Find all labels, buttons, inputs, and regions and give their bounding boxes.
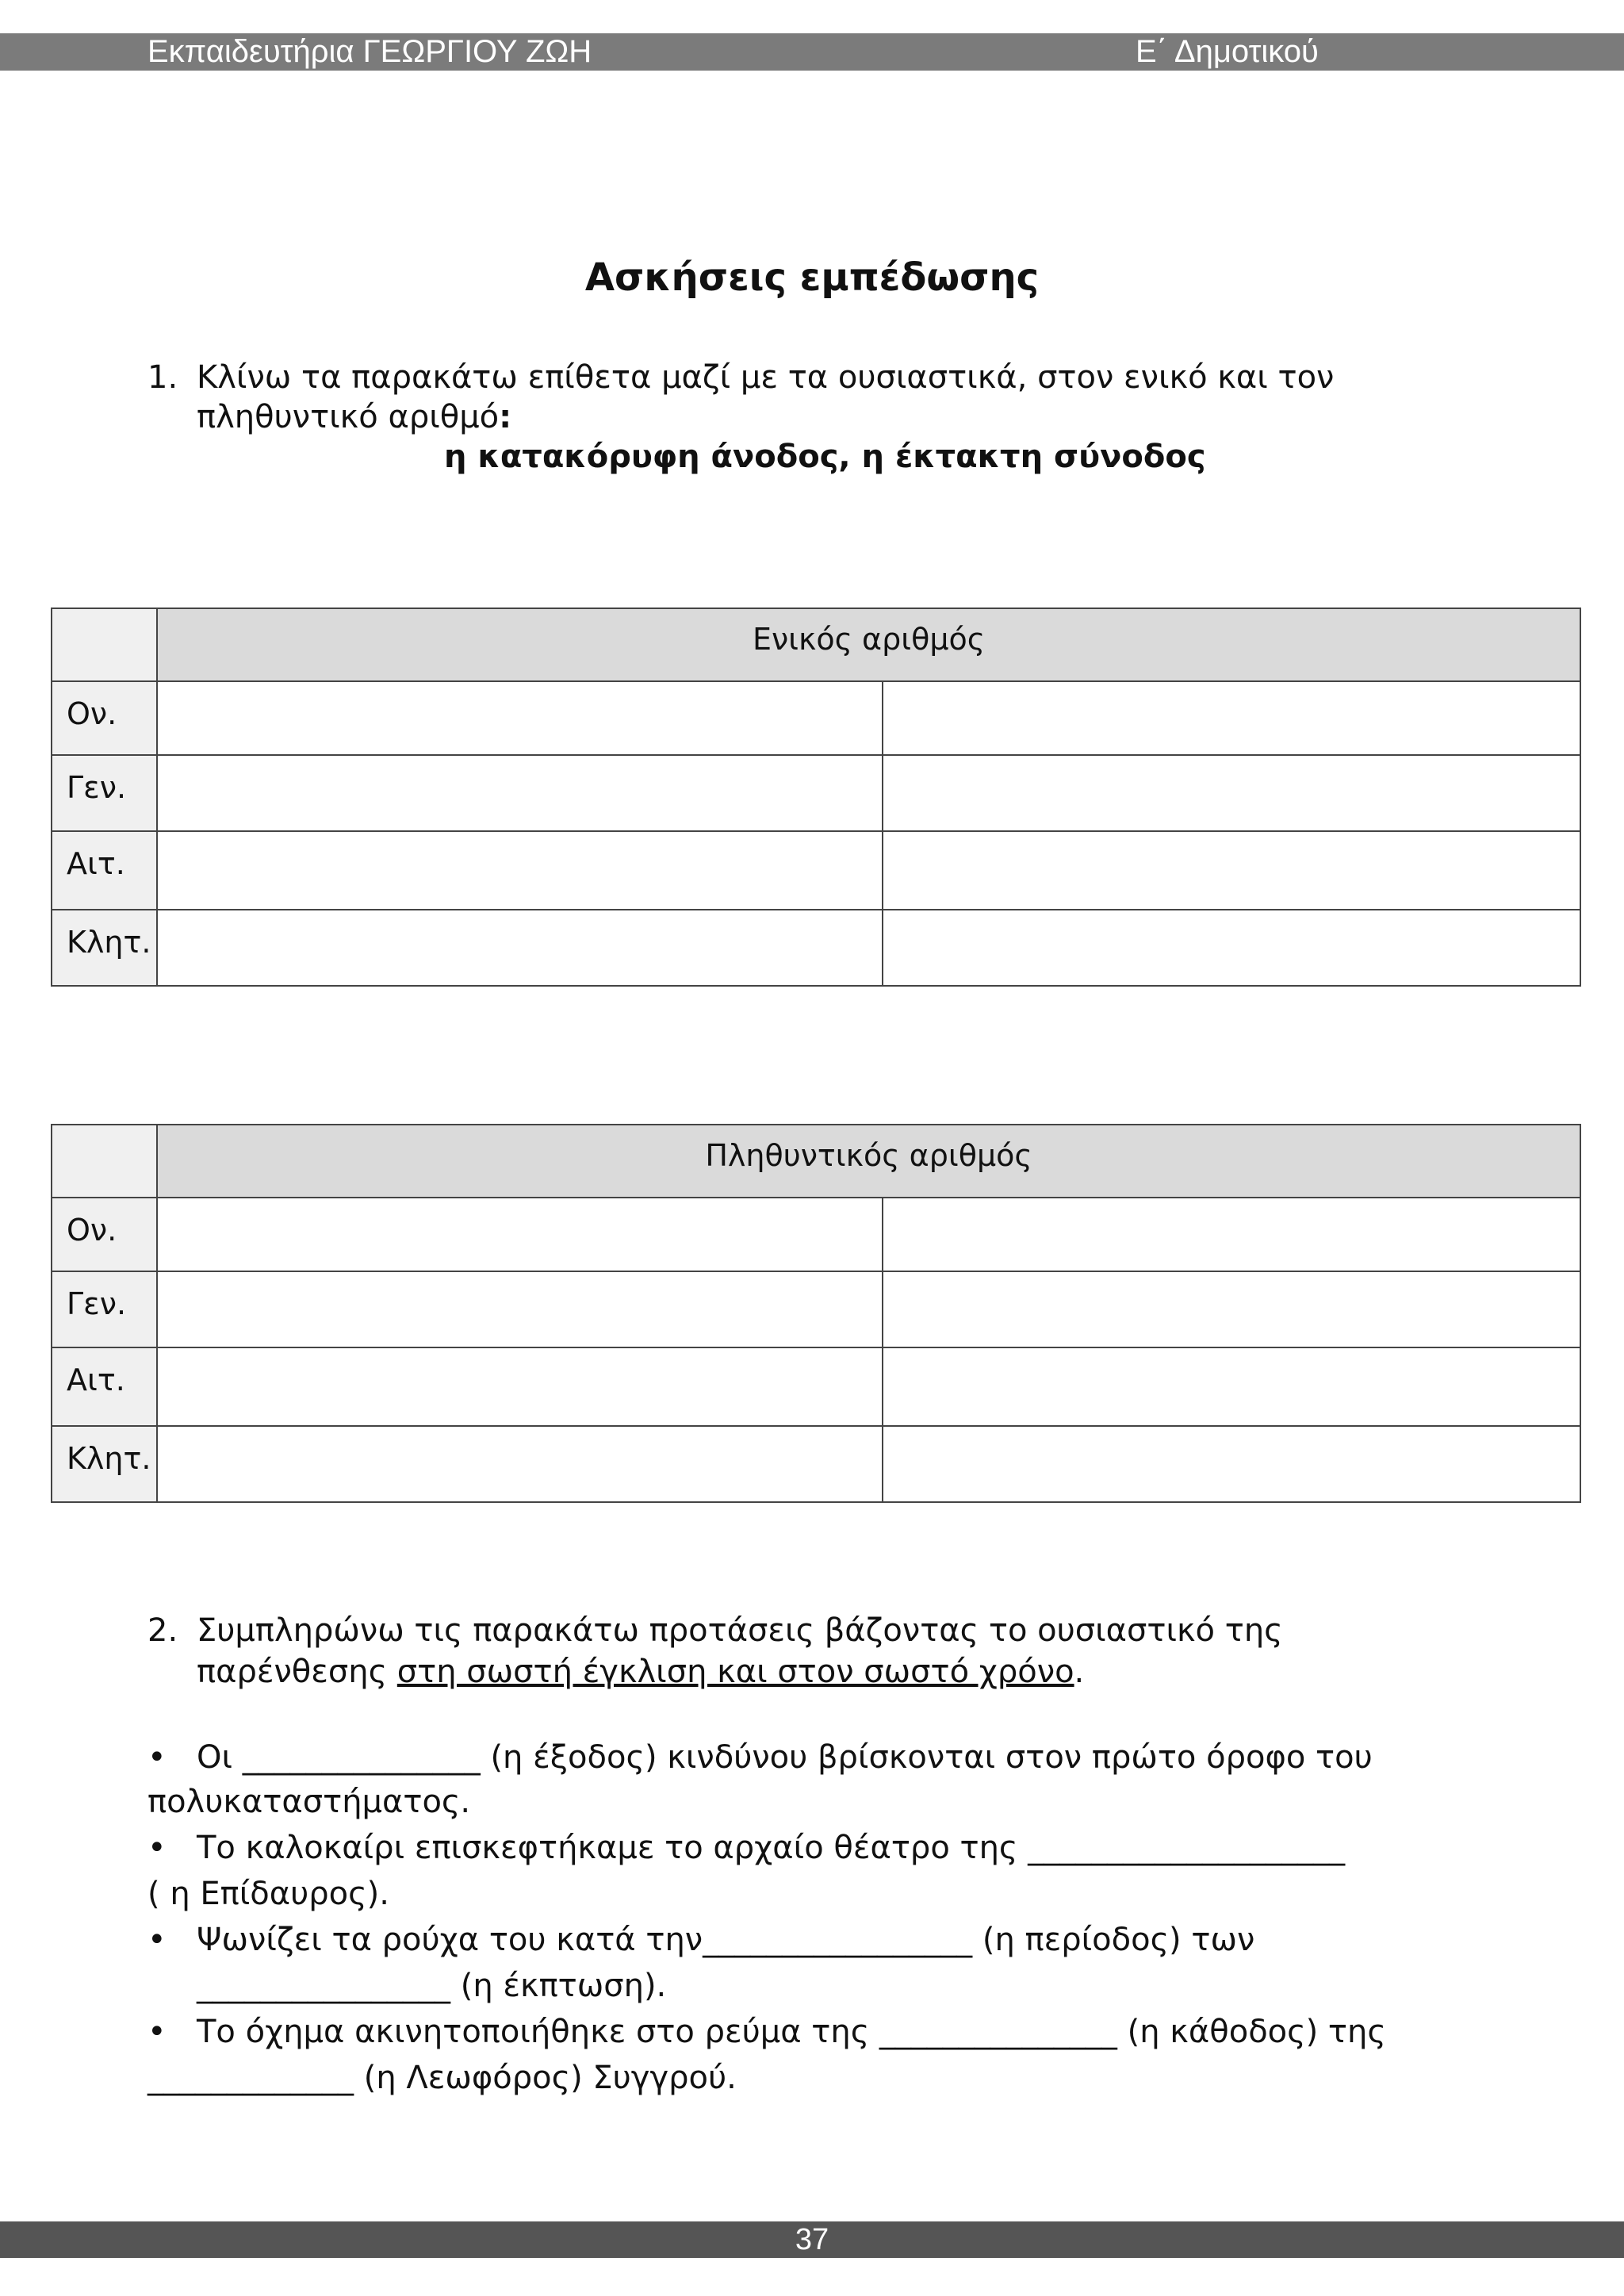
singular-header: Ενικός αριθμός — [157, 608, 1580, 681]
exercise-1-instruction-line1: Κλίνω τα παρακάτω επίθετα μαζί με τα ουσιαστικά, στον ενικό και τον — [197, 359, 1335, 396]
exercise-1-phrases: η κατακόρυφη άνοδος, η έκτακτη σύνοδος — [444, 439, 1206, 475]
case-label: Κλητ. — [52, 1426, 157, 1502]
answer-cell[interactable] — [883, 831, 1580, 910]
bullet-icon: • — [147, 1922, 167, 1958]
answer-cell[interactable] — [157, 1347, 883, 1426]
case-label: Κλητ. — [52, 910, 157, 986]
plural-header: Πληθυντικός αριθμός — [157, 1125, 1580, 1198]
grade-label: Ε΄ Δημοτικού — [1136, 34, 1319, 69]
case-label: Γεν. — [52, 1271, 157, 1347]
bullet-icon: • — [147, 1739, 167, 1776]
sentence-line: Το καλοκαίρι επισκεφτήκαμε το αρχαίο θέατρο της ____________________ — [197, 1830, 1346, 1866]
answer-cell[interactable] — [157, 1271, 883, 1347]
sentence-line: πολυκαταστήματος. — [147, 1784, 471, 1820]
sentence-line: ________________ (η έκπτωση). — [197, 1968, 667, 2004]
answer-cell[interactable] — [883, 1347, 1580, 1426]
exercise-2-instruction-line1: Συμπληρώνω τις παρακάτω προτάσεις βάζοντας το ουσιαστικό της — [197, 1612, 1283, 1649]
answer-cell[interactable] — [157, 755, 883, 831]
instruction-text: πληθυντικό αριθμό — [197, 399, 500, 435]
answer-cell[interactable] — [883, 681, 1580, 755]
plural-declension-table — [51, 1124, 1581, 1503]
exercise-2-instruction-line2 — [197, 1651, 1084, 1692]
sentence-line: Οι _______________ (η έξοδος) κινδύνου βρίσκονται στον πρώτο όροφο του — [197, 1739, 1373, 1776]
page-title: Ασκήσεις εμπέδωσης — [584, 255, 1040, 300]
answer-cell[interactable] — [157, 831, 883, 910]
case-label: Αιτ. — [52, 831, 157, 910]
answer-cell[interactable] — [883, 755, 1580, 831]
answer-cell[interactable] — [157, 681, 883, 755]
answer-cell[interactable] — [883, 910, 1580, 986]
answer-cell[interactable] — [883, 1426, 1580, 1502]
answer-cell[interactable] — [157, 910, 883, 986]
sentence-line: Το όχημα ακινητοποιήθηκε στο ρεύμα της _______________ (η κάθοδος) της — [197, 2014, 1386, 2050]
case-label: Αιτ. — [52, 1347, 157, 1426]
answer-cell[interactable] — [883, 1198, 1580, 1271]
case-label: Ον. — [52, 681, 157, 755]
page-footer — [0, 2221, 1624, 2258]
school-name: Εκπαιδευτήρια ΓΕΩΡΓΙΟΥ ΖΩΗ — [147, 34, 592, 69]
instruction-colon: : — [499, 399, 512, 435]
sentence-line: ( η Επίδαυρος). — [147, 1876, 389, 1912]
bullet-icon: • — [147, 2014, 167, 2050]
answer-cell[interactable] — [157, 1426, 883, 1502]
sentence-line: _____________ (η Λεωφόρος) Συγγρού. — [147, 2060, 737, 2096]
instruction-suffix: . — [1074, 1654, 1085, 1690]
page-number: 37 — [795, 2223, 829, 2256]
instruction-emphasis: στη σωστή έγκλιση και στον σωστό χρόνο — [396, 1654, 1074, 1690]
case-label: Ον. — [52, 1198, 157, 1271]
answer-cell[interactable] — [157, 1198, 883, 1271]
page-header — [0, 33, 1624, 71]
table-corner-cell — [52, 1125, 157, 1198]
table-corner-cell — [52, 608, 157, 681]
bullet-icon: • — [147, 1830, 167, 1866]
exercise-2-number: 2. — [147, 1612, 178, 1649]
instruction-prefix: παρένθεσης — [197, 1654, 397, 1690]
exercise-1-instruction-line2 — [197, 397, 511, 438]
singular-declension-table — [51, 608, 1581, 987]
case-label: Γεν. — [52, 755, 157, 831]
answer-cell[interactable] — [883, 1271, 1580, 1347]
exercise-1-number: 1. — [147, 359, 178, 396]
sentence-line: Ψωνίζει τα ρούχα του κατά την_________________ (η περίοδος) των — [197, 1922, 1255, 1958]
